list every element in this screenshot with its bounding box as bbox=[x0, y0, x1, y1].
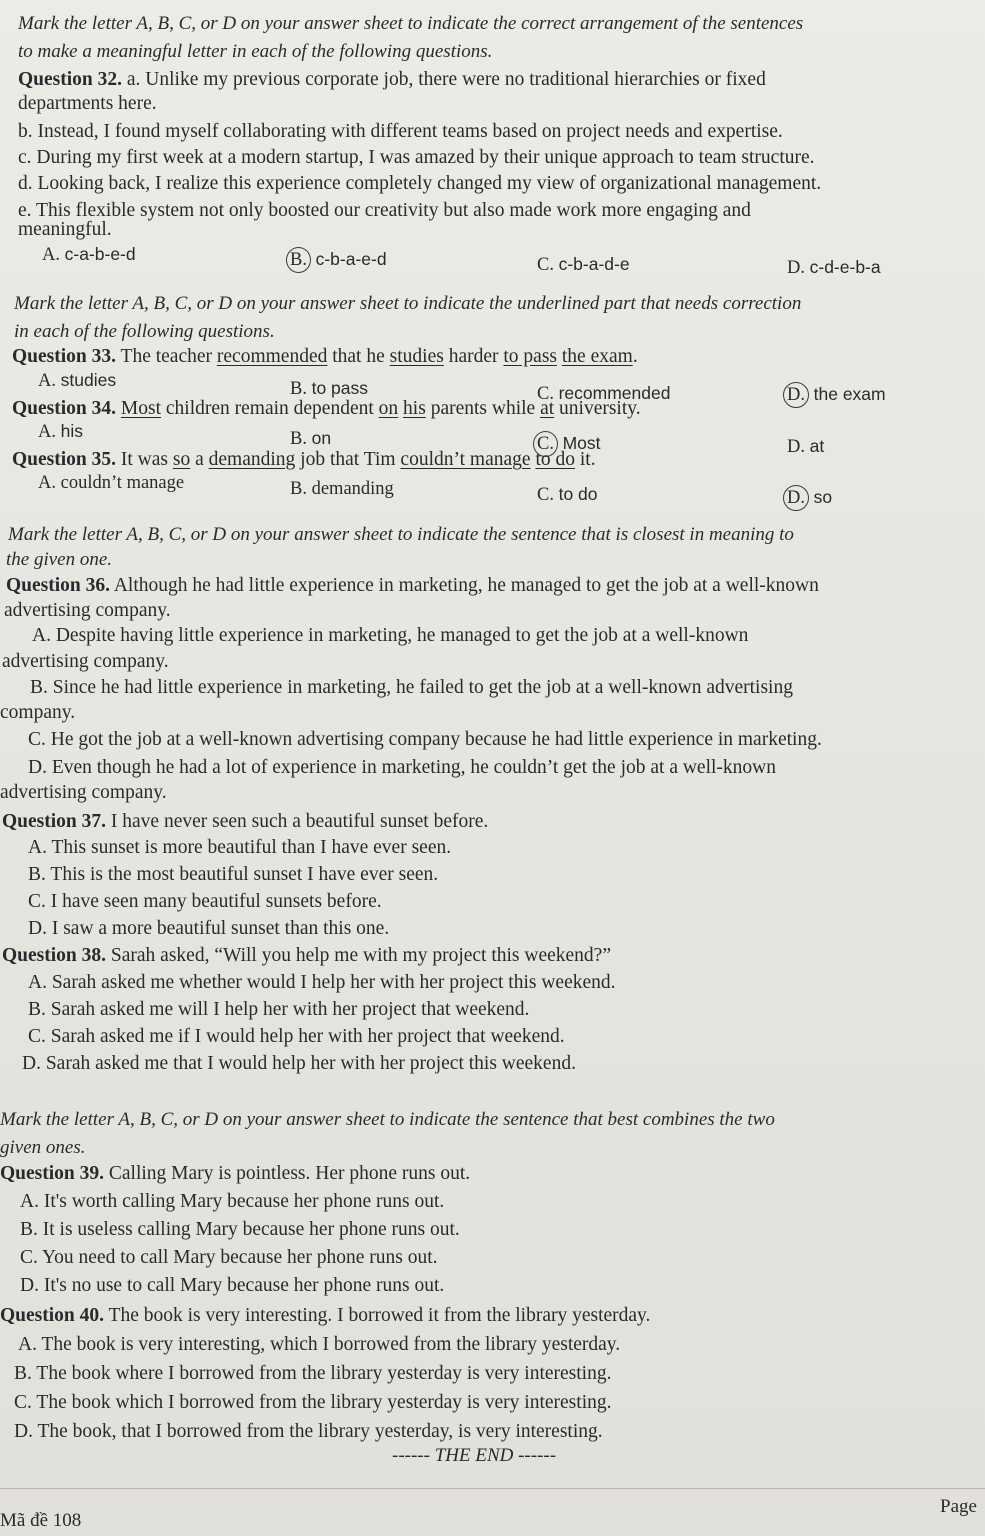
q40-option-b[interactable]: B. The book where I borrowed from the library yesterday is very interesting. bbox=[14, 1363, 612, 1384]
q37-option-c[interactable]: C. I have seen many beautiful sunsets before. bbox=[28, 891, 382, 912]
option-letter: C. bbox=[537, 255, 554, 275]
option-text: recommended bbox=[558, 383, 671, 403]
option-letter: B. bbox=[290, 379, 307, 399]
q33-option-d[interactable] bbox=[787, 382, 886, 408]
stem-text: Calling Mary is pointless. Her phone runs out. bbox=[108, 1163, 471, 1184]
q36-label: Question 36. bbox=[6, 575, 111, 596]
q35-stem bbox=[12, 448, 596, 472]
option-text: on bbox=[311, 428, 332, 448]
option-text: c-a-b-e-d bbox=[64, 244, 136, 264]
section2-instruction-line2: in each of the following questions. bbox=[14, 321, 275, 342]
q38-label: Question 38. bbox=[2, 945, 107, 966]
the-end-marker: ------ THE END ------ bbox=[392, 1445, 557, 1466]
stem-text: I have never seen such a beautiful sunset before. bbox=[110, 811, 489, 832]
underlined-part: so bbox=[172, 449, 191, 470]
q34-label: Question 34. bbox=[12, 398, 117, 419]
stem-text: Sarah asked, “Will you help me with my project this weekend?” bbox=[110, 945, 611, 966]
q40-option-d[interactable]: D. The book, that I borrowed from the library yesterday, is very interesting. bbox=[14, 1421, 603, 1442]
option-letter: D. bbox=[787, 258, 805, 278]
q37-option-d[interactable]: D. I saw a more beautiful sunset than this one. bbox=[28, 918, 390, 939]
option-letter: B. bbox=[290, 429, 307, 449]
option-letter: C. bbox=[533, 431, 558, 457]
stem-text: it. bbox=[574, 449, 596, 470]
q39-option-d[interactable]: D. It's no use to call Mary because her phone runs out. bbox=[20, 1275, 445, 1296]
q39-option-c[interactable]: C. You need to call Mary because her phone runs out. bbox=[20, 1247, 438, 1268]
option-text: to pass bbox=[311, 378, 369, 398]
q35-option-d[interactable] bbox=[787, 485, 832, 511]
q38-stem bbox=[2, 944, 611, 968]
q35-option-a[interactable] bbox=[38, 471, 184, 495]
section3-instruction-line1: Mark the letter A, B, C, or D on your answer sheet to indicate the sentence that is closest in meaning to bbox=[8, 524, 794, 545]
q40-option-a[interactable]: A. The book is very interesting, which I borrowed from the library yesterday. bbox=[18, 1334, 621, 1355]
q36-stem bbox=[6, 574, 819, 598]
section2-instruction-line1: Mark the letter A, B, C, or D on your answer sheet to indicate the underlined part that needs correction bbox=[14, 293, 802, 314]
stem-text: children remain dependent bbox=[161, 398, 379, 419]
q35-option-b[interactable] bbox=[290, 477, 394, 501]
option-letter: D. bbox=[783, 382, 809, 408]
q32-sentence-e-cont: meaningful. bbox=[18, 219, 112, 240]
option-text: c-b-a-e-d bbox=[315, 249, 387, 269]
option-text: to do bbox=[558, 484, 598, 504]
q32-label: Question 32. bbox=[18, 69, 123, 90]
underlined-part: Most bbox=[120, 398, 161, 419]
stem-text: job that Tim bbox=[295, 449, 401, 470]
stem-text: university. bbox=[554, 398, 641, 419]
option-text: c-b-a-d-e bbox=[558, 254, 630, 274]
section3-instruction-line2: the given one. bbox=[6, 549, 113, 570]
q38-option-b[interactable]: B. Sarah asked me will I help her with her project that weekend. bbox=[28, 999, 530, 1020]
section1-instruction-line2: to make a meaningful letter in each of the following questions. bbox=[18, 41, 493, 62]
q36-option-b-cont: company. bbox=[0, 702, 76, 723]
q39-option-a[interactable]: A. It's worth calling Mary because her phone runs out. bbox=[20, 1191, 445, 1212]
q34-option-d[interactable] bbox=[787, 434, 824, 459]
q35-label: Question 35. bbox=[12, 449, 117, 470]
q38-option-c[interactable]: C. Sarah asked me if I would help her with her project that weekend. bbox=[28, 1026, 565, 1047]
q32-option-d[interactable] bbox=[787, 255, 881, 280]
q33-stem bbox=[12, 345, 638, 369]
q35-option-c[interactable] bbox=[537, 482, 598, 507]
option-text: Most bbox=[562, 433, 601, 453]
option-letter: B. bbox=[286, 247, 311, 273]
option-text: c-d-e-b-a bbox=[809, 257, 881, 277]
q36-option-a-cont: advertising company. bbox=[2, 651, 169, 672]
option-letter: D. bbox=[787, 437, 805, 457]
q37-option-a[interactable]: A. This sunset is more beautiful than I have ever seen. bbox=[28, 837, 452, 858]
option-letter: C. bbox=[537, 384, 554, 404]
q36-stem-cont: advertising company. bbox=[4, 600, 171, 621]
underlined-part: studies bbox=[389, 346, 444, 367]
q32-option-c[interactable] bbox=[537, 252, 630, 277]
option-text: at bbox=[809, 436, 825, 456]
underlined-part: to do bbox=[535, 449, 575, 470]
stem-text: The book is very interesting. I borrowed it from the library yesterday. bbox=[108, 1305, 651, 1326]
q38-option-a[interactable]: A. Sarah asked me whether would I help her with her project this weekend. bbox=[28, 972, 616, 993]
q40-label: Question 40. bbox=[0, 1305, 105, 1326]
stem-text: . bbox=[632, 346, 638, 367]
option-text: studies bbox=[60, 370, 117, 390]
q39-stem bbox=[0, 1162, 470, 1186]
stem-text: harder bbox=[443, 346, 504, 367]
q39-option-b[interactable]: B. It is useless calling Mary because her phone runs out. bbox=[20, 1219, 460, 1240]
q32-sentence-c: c. During my first week at a modern startup, I was amazed by their unique approach to team structure. bbox=[18, 147, 815, 168]
q33-label: Question 33. bbox=[12, 346, 117, 367]
q32-sentence-d: d. Looking back, I realize this experience completely changed my view of organizational management. bbox=[18, 173, 822, 194]
exam-code: Mã đề 108 bbox=[0, 1510, 82, 1531]
option-text: couldn’t manage bbox=[60, 473, 185, 493]
q36-option-d[interactable]: D. Even though he had a lot of experience in marketing, he couldn’t get the job at a well-known bbox=[28, 757, 776, 778]
underlined-part: at bbox=[540, 398, 555, 419]
q32-stem bbox=[18, 68, 766, 92]
q39-label: Question 39. bbox=[0, 1163, 105, 1184]
option-letter: D. bbox=[783, 485, 809, 511]
q37-label: Question 37. bbox=[2, 811, 107, 832]
stem-text: that he bbox=[327, 346, 390, 367]
stem-text: a bbox=[190, 449, 209, 470]
option-letter: C. bbox=[537, 485, 554, 505]
section4-instruction-line2: given ones. bbox=[0, 1137, 86, 1158]
option-text: his bbox=[60, 421, 83, 441]
q40-stem bbox=[0, 1304, 650, 1328]
q32-sentence-a-cont: departments here. bbox=[18, 93, 157, 114]
q32-sentence-e: e. This flexible system not only boosted our creativity but also made work more engaging and bbox=[18, 200, 751, 221]
q36-option-d-cont: advertising company. bbox=[0, 782, 167, 803]
option-text: so bbox=[813, 487, 833, 507]
section4-instruction-line1: Mark the letter A, B, C, or D on your answer sheet to indicate the sentence that best combines the two bbox=[0, 1109, 775, 1130]
q34-stem bbox=[12, 397, 641, 421]
stem-text: The teacher bbox=[120, 346, 217, 367]
option-letter: A. bbox=[38, 371, 56, 391]
q34-option-a[interactable] bbox=[38, 419, 83, 444]
q32-sentence-b: b. Instead, I found myself collaborating with different teams based on project needs and expertise. bbox=[18, 121, 783, 142]
underlined-part: his bbox=[403, 398, 426, 419]
option-text: demanding bbox=[311, 479, 394, 499]
underlined-part: to pass bbox=[503, 346, 557, 367]
section1-instruction-line1: Mark the letter A, B, C, or D on your answer sheet to indicate the correct arrangement of the sentences bbox=[18, 13, 804, 34]
q38-option-d[interactable]: D. Sarah asked me that I would help her with her project this weekend. bbox=[22, 1053, 576, 1074]
q32-option-b[interactable] bbox=[290, 247, 387, 273]
option-letter: A. bbox=[42, 245, 60, 265]
stem-text: Although he had little experience in marketing, he managed to get the job at a well-known bbox=[113, 575, 819, 596]
option-text: the exam bbox=[813, 384, 886, 404]
footer-divider bbox=[0, 1488, 985, 1489]
q36-option-c[interactable]: C. He got the job at a well-known advertising company because he had little experience in marketing. bbox=[28, 729, 822, 750]
q33-option-a[interactable] bbox=[38, 368, 116, 393]
q36-option-b[interactable]: B. Since he had little experience in marketing, he failed to get the job at a well-known advertising bbox=[30, 677, 793, 698]
underlined-part: recommended bbox=[216, 346, 328, 367]
option-letter: A. bbox=[38, 473, 56, 493]
underlined-part: demanding bbox=[208, 449, 296, 470]
stem-text: parents while bbox=[425, 398, 541, 419]
option-letter: B. bbox=[290, 479, 307, 499]
underlined-part: on bbox=[378, 398, 399, 419]
q37-option-b[interactable]: B. This is the most beautiful sunset I have ever seen. bbox=[28, 864, 439, 885]
q32-option-a[interactable] bbox=[42, 242, 136, 267]
q36-option-a[interactable]: A. Despite having little experience in marketing, he managed to get the job at a well-known bbox=[32, 625, 749, 646]
q37-stem bbox=[2, 810, 488, 834]
q40-option-c[interactable]: C. The book which I borrowed from the library yesterday is very interesting. bbox=[14, 1392, 612, 1413]
underlined-part: couldn’t manage bbox=[400, 449, 531, 470]
underlined-part: the exam bbox=[561, 346, 633, 367]
stem-text: It was bbox=[120, 449, 173, 470]
option-letter: A. bbox=[38, 422, 56, 442]
q32-sentence-a: a. Unlike my previous corporate job, there were no traditional hierarchies or fixed bbox=[126, 69, 766, 90]
page-label: Page bbox=[940, 1496, 977, 1517]
